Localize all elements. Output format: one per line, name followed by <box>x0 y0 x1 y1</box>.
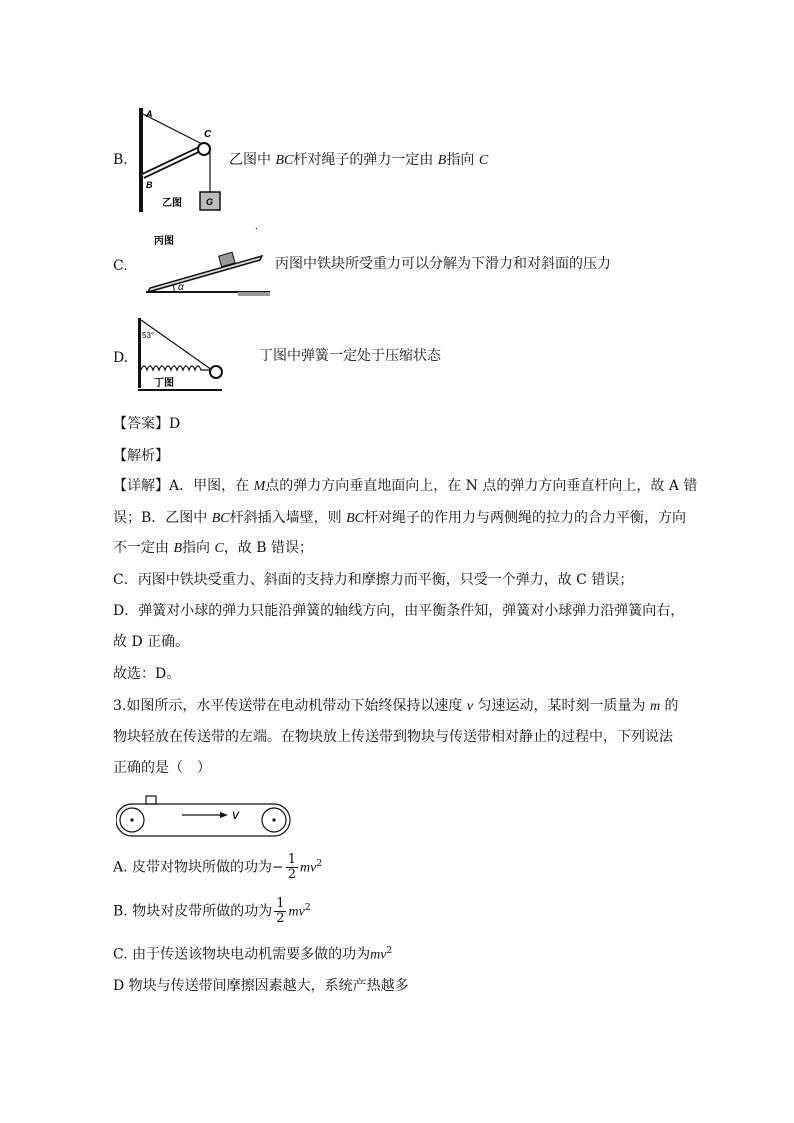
q3-option-b: B. 物块对皮带所做的功为 $\frac{1}{2}$ $mv^2$ <box>113 896 311 926</box>
analysis-heading: 【解析】 <box>113 448 169 464</box>
velocity-label: v <box>232 806 239 822</box>
label-a: A <box>146 109 153 119</box>
q3-option-a: A. 皮带对物块所做的功为− $\frac{1}{2}$ $mv^2$ <box>113 852 323 882</box>
q3-option-c: C. 由于传送该物块电动机需要多做的功为$mv^2$ <box>113 946 393 963</box>
figure-ding <box>136 316 226 394</box>
detail-line-7: 故选：D。 <box>113 666 181 682</box>
option-b-text: 乙图中 BC杆对绳子的弹力一定由 B指向 C <box>229 152 489 168</box>
option-c-letter: C. <box>113 258 128 274</box>
angle-label: 53° <box>142 331 155 340</box>
q3-option-d: D 物块与传送带间摩擦因素越大，系统产热越多 <box>113 978 409 994</box>
detail-line-3: 不一定由 B指向 C，故 B 错误； <box>113 540 314 556</box>
q3-line-1: 3.如图所示，水平传送带在电动机带动下始终保持以速度 v 匀速运动，某时刻一质量为 m 的 <box>113 698 679 714</box>
answer: 【答案】D <box>113 416 181 432</box>
q3-line-3: 正确的是（ ） <box>113 760 211 776</box>
figure-caption: 丙图 <box>154 236 174 247</box>
detail-line-5: D．弹簧对小球的弹力只能沿弹簧的轴线方向，由平衡条件知，弹簧对小球弹力沿弹簧向右， <box>113 603 685 619</box>
option-d-text: 丁图中弹簧一定处于压缩状态 <box>259 348 441 364</box>
figure-yi <box>132 106 224 214</box>
angle-label: α <box>178 282 184 293</box>
figure-caption: 丁图 <box>154 378 174 389</box>
detail-line-4: C．丙图中铁块受重力、斜面的支持力和摩擦力而平衡，只受一个弹力，故 C 错误； <box>113 572 634 588</box>
option-c-text: 丙图中铁块所受重力可以分解为下滑力和对斜面的压力 <box>275 256 611 272</box>
label-weight: G <box>206 197 214 207</box>
block <box>146 796 156 804</box>
figure-caption: 乙图 <box>162 198 182 209</box>
label-c: C <box>204 129 212 140</box>
figure-bing <box>138 226 272 298</box>
conveyor-figure <box>116 794 292 838</box>
q3-line-2: 物块轻放在传送带的左端。在物块放上传送带到物块与传送带相对静止的过程中，下列说法 <box>113 729 673 745</box>
option-b-letter: B. <box>113 152 128 168</box>
option-d-letter: D. <box>113 350 129 366</box>
detail-line-1: 【详解】A．甲图，在 M点的弹力方向垂直地面向上，在 N 点的弹力方向垂直杆向上，故 A 错 <box>113 478 698 494</box>
label-b: B <box>146 180 153 190</box>
detail-line-2: 误；B．乙图中 BC杆斜插入墙壁，则 BC杆对绳子的作用力与两侧绳的拉力的合力平衡，方向 <box>113 510 686 526</box>
detail-line-6: 故 D 正确。 <box>113 634 190 650</box>
